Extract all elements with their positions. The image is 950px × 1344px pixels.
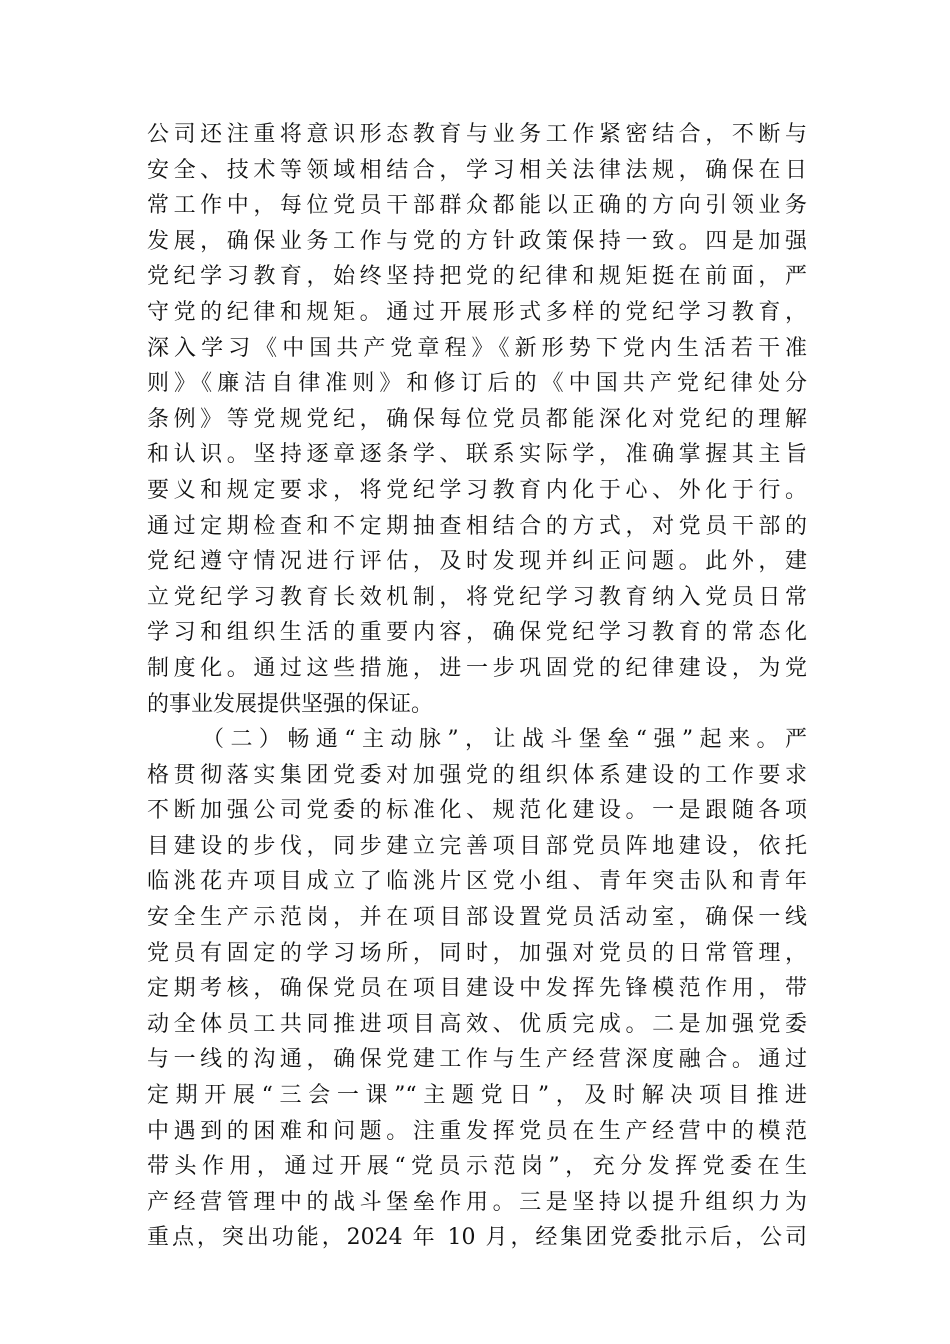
text-line: 深入学习《中国共产党章程》《新形势下党内生活若干准 <box>147 335 807 361</box>
text-line: 与一线的沟通，确保党建工作与生产经营深度融合。通过 <box>147 1047 807 1073</box>
text-line: 公司还注重将意识形态教育与业务工作紧密结合，不断与 <box>147 122 807 147</box>
text-line: 的事业发展提供坚强的保证。 <box>147 691 434 717</box>
text-line: 要义和规定要求，将党纪学习教育内化于心、外化于行。 <box>147 477 807 503</box>
text-line: 安全生产示范岗，并在项目部设置党员活动室，确保一线 <box>147 905 807 931</box>
text-line: 学习和组织生活的重要内容，确保党纪学习教育的常态化 <box>147 620 807 646</box>
text-line: 党纪学习教育，始终坚持把党的纪律和规矩挺在前面，严 <box>147 264 807 290</box>
text-line: 定期考核，确保党员在项目建设中发挥先锋模范作用，带 <box>147 976 807 1002</box>
text-line: 立党纪学习教育长效机制，将党纪学习教育纳入党员日常 <box>147 584 807 610</box>
text-line: 带头作用，通过开展“党员示范岗”，充分发挥党委在生 <box>147 1154 807 1180</box>
text-line: 党纪遵守情况进行评估，及时发现并纠正问题。此外，建 <box>147 549 807 575</box>
text-line: 制度化。通过这些措施，进一步巩固党的纪律建设，为党 <box>147 655 807 681</box>
text-line: 守党的纪律和规矩。通过开展形式多样的党纪学习教育， <box>147 299 807 325</box>
text-line: 安全、技术等领域相结合，学习相关法律法规，确保在日 <box>147 157 807 183</box>
text-line: 则》《廉洁自律准则》和修订后的《中国共产党纪律处分 <box>147 371 807 397</box>
text-line: 不断加强公司党委的标准化、规范化建设。一是跟随各项 <box>147 798 807 824</box>
text-line: 党员有固定的学习场所，同时，加强对党员的日常管理， <box>147 940 807 966</box>
text-line: 中遇到的困难和问题。注重发挥党员在生产经营中的模范 <box>147 1118 807 1144</box>
text-line: 产经营管理中的战斗堡垒作用。三是坚持以提升组织力为 <box>147 1189 807 1215</box>
text-line: 常工作中，每位党员干部群众都能以正确的方向引领业务 <box>147 193 807 219</box>
text-line: （二）畅通“主动脉”，让战斗堡垒“强”起来。严 <box>202 727 807 753</box>
text-line: 和认识。坚持逐章逐条学、联系实际学，准确掌握其主旨 <box>147 442 807 468</box>
body-text <box>147 117 807 1256</box>
text-line: 重点，突出功能，2024 年 10 月，经集团党委批示后，公司 <box>147 1225 807 1251</box>
text-line: 格贯彻落实集团党委对加强党的组织体系建设的工作要求 <box>147 762 807 788</box>
text-line: 目建设的步伐，同步建立完善项目部党员阵地建设，依托 <box>147 833 807 859</box>
text-line: 通过定期检查和不定期抽查相结合的方式，对党员干部的 <box>147 513 807 539</box>
text-line: 发展，确保业务工作与党的方针政策保持一致。四是加强 <box>147 228 807 254</box>
text-line: 定期开展“三会一课”“主题党日”，及时解决项目推进 <box>147 1083 807 1109</box>
text-line: 动全体员工共同推进项目高效、优质完成。二是加强党委 <box>147 1011 807 1037</box>
text-line: 条例》等党规党纪，确保每位党员都能深化对党纪的理解 <box>147 406 807 432</box>
text-line: 临洮花卉项目成立了临洮片区党小组、青年突击队和青年 <box>147 869 807 895</box>
